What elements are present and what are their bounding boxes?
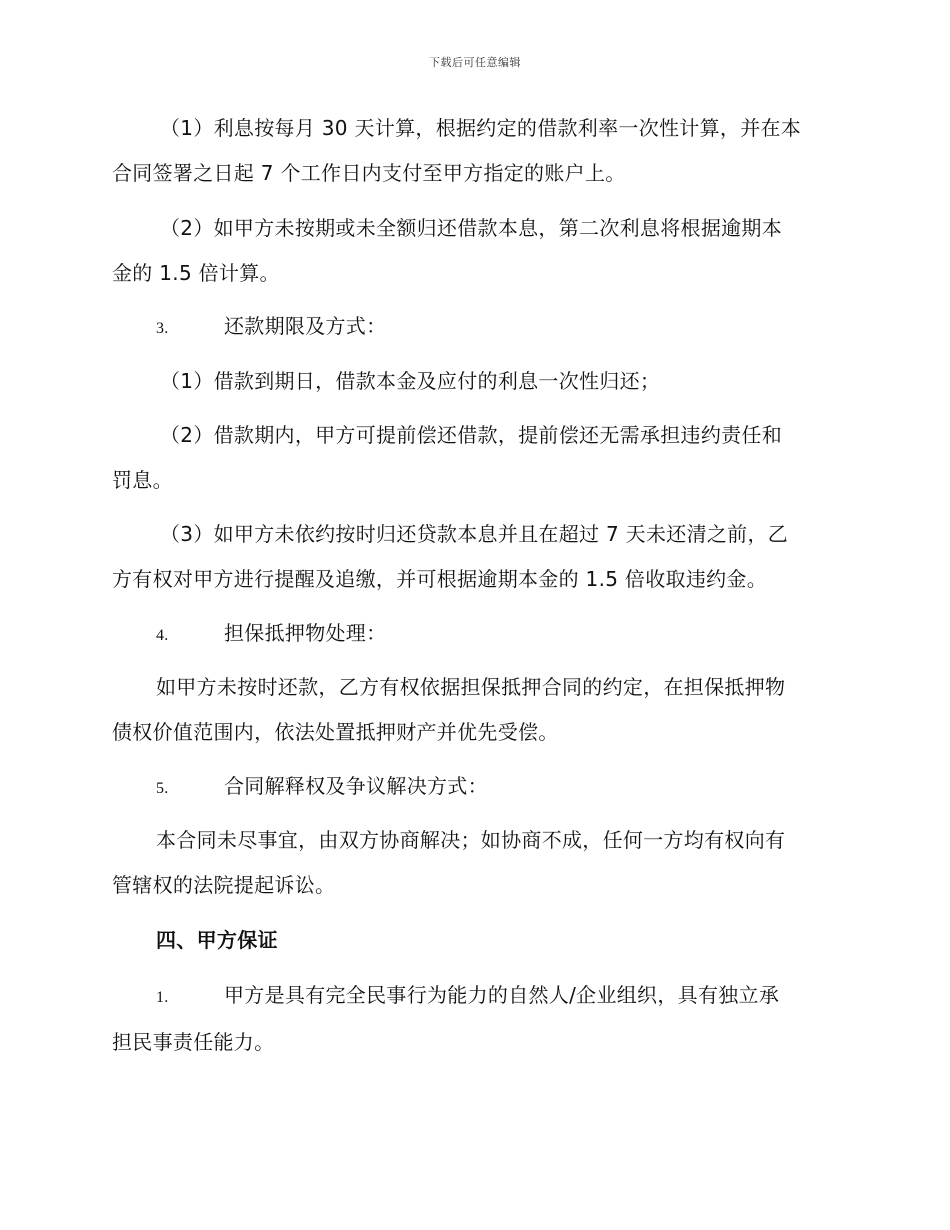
item-title: 合同解释权及争议解决方式： (224, 774, 488, 798)
item-number: 1. (156, 989, 169, 1006)
section-item-4 (112, 611, 832, 658)
section-heading-text: 四、甲方保证 (156, 928, 278, 952)
paragraph-line: 罚息。 (112, 468, 173, 492)
paragraph-line: （3）如甲方未依约按时归还贷款本息并且在超过 7 天未还清之前，乙 (160, 522, 789, 546)
paragraph-line: 管辖权的法院提起诉讼。 (112, 873, 336, 897)
section-item-1 (112, 973, 832, 1065)
paragraph-line: （1）利息按每月 30 天计算，根据约定的借款利率一次性计算，并在本 (160, 116, 802, 140)
paragraph-line: 合同签署之日起 7 个工作日内支付至甲方指定的账户上。 (112, 161, 626, 185)
item-number: 5. (156, 780, 169, 797)
paragraph-line: （2）借款期内，甲方可提前偿还借款，提前偿还无需承担违约责任和 (160, 423, 783, 447)
paragraph-line: （2）如甲方未按期或未全额归还借款本息，第二次利息将根据逾期本 (160, 216, 783, 240)
section-item-5 (112, 764, 832, 811)
item-title: 还款期限及方式： (224, 314, 387, 338)
paragraph-line: 方有权对甲方进行提醒及追缴，并可根据逾期本金的 1.5 倍收取违约金。 (112, 567, 768, 591)
paragraph-collateral (112, 665, 832, 755)
paragraph-interest-calc (112, 106, 832, 196)
paragraph-line: 债权价值范围内，依法处置抵押财产并优先受偿。 (112, 720, 559, 744)
paragraph-early-repayment (112, 413, 832, 503)
item-number: 4. (156, 627, 169, 644)
paragraph-line: （1）借款到期日，借款本金及应付的利息一次性归还； (160, 369, 661, 393)
paragraph-line: 如甲方未按时还款，乙方有权依据担保抵押合同的约定，在担保抵押物 (156, 675, 786, 699)
page-header: 下载后可任意编辑 (429, 56, 521, 69)
paragraph-line: 本合同未尽事宜，由双方协商解决；如协商不成，任何一方均有权向有 (156, 828, 786, 852)
paragraph-repayment-due (112, 359, 832, 404)
paragraph-overdue-interest (112, 206, 832, 296)
item-number: 3. (156, 320, 169, 337)
paragraph-dispute (112, 818, 832, 908)
paragraph-late-penalty (112, 512, 832, 602)
item-title: 担保抵押物处理： (224, 621, 387, 645)
paragraph-line: 金的 1.5 倍计算。 (112, 261, 280, 285)
item-text: 甲方是具有完全民事行为能力的自然人/企业组织，具有独立承 (224, 983, 780, 1007)
section-heading (112, 918, 832, 963)
section-item-3 (112, 304, 832, 351)
paragraph-line: 担民事责任能力。 (112, 1030, 275, 1054)
